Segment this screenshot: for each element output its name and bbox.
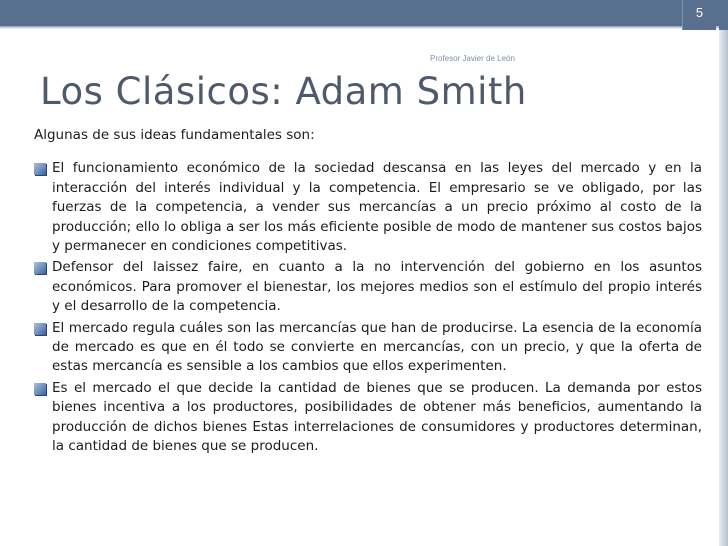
right-edge-stripe bbox=[719, 0, 728, 546]
bullet-text: El funcionamiento económico de la sociedad descansa en las leyes del mercado y en la interacción del interés individual y la competencia. El empresario se ve obligado, por las fuerzas de la competencia, a vender sus mercancías a un precio próximo al costo de la producción; ello lo obliga a ser los más eficiente posible de modo de mantener sus costos bajos y permanecer en condiciones competitivas. bbox=[52, 160, 702, 255]
slide-body bbox=[34, 126, 702, 459]
slide-title: Los Clásicos: Adam Smith bbox=[40, 70, 527, 113]
bullet-text: Es el mercado el que decide la cantidad de bienes que se producen. La demanda por estos bienes incentiva a los productores, posibilidades de obtener más beneficios, aumentando la producción de dichos bienes Estas interrelaciones de consumidores y productores determinan, la cantidad de bienes que se producen. bbox=[52, 379, 702, 455]
bullet-list bbox=[34, 159, 702, 456]
bullet-item bbox=[34, 159, 702, 256]
header-bar bbox=[0, 0, 728, 26]
bullet-item bbox=[34, 319, 702, 377]
square-bullet-icon bbox=[34, 383, 46, 395]
footer-author: Profesor Javier de León bbox=[430, 54, 515, 63]
right-edge-stripe-top bbox=[719, 0, 728, 30]
bullet-text: El mercado regula cuáles son las mercancías que han de producirse. La esencia de la economía de mercado es que en él todo se convierte en mercancías, con un precio, y que la oferta de estas mercancía es sensible a los cambios que ellos experimenten. bbox=[52, 319, 702, 375]
slide-number: 5 bbox=[682, 0, 716, 30]
intro-text: Algunas de sus ideas fundamentales son: bbox=[34, 127, 315, 143]
square-bullet-icon bbox=[34, 323, 46, 335]
header-shine bbox=[0, 26, 728, 29]
bullet-item bbox=[34, 379, 702, 457]
bullet-item bbox=[34, 258, 702, 316]
bullet-text: Defensor del laissez faire, en cuanto a la no intervención del gobierno en los asuntos económicos. Para promover el bienestar, los mejores medios son el estímulo del propio interés y el desarrollo de la competencia. bbox=[52, 259, 702, 315]
square-bullet-icon bbox=[34, 262, 46, 274]
square-bullet-icon bbox=[34, 163, 46, 175]
